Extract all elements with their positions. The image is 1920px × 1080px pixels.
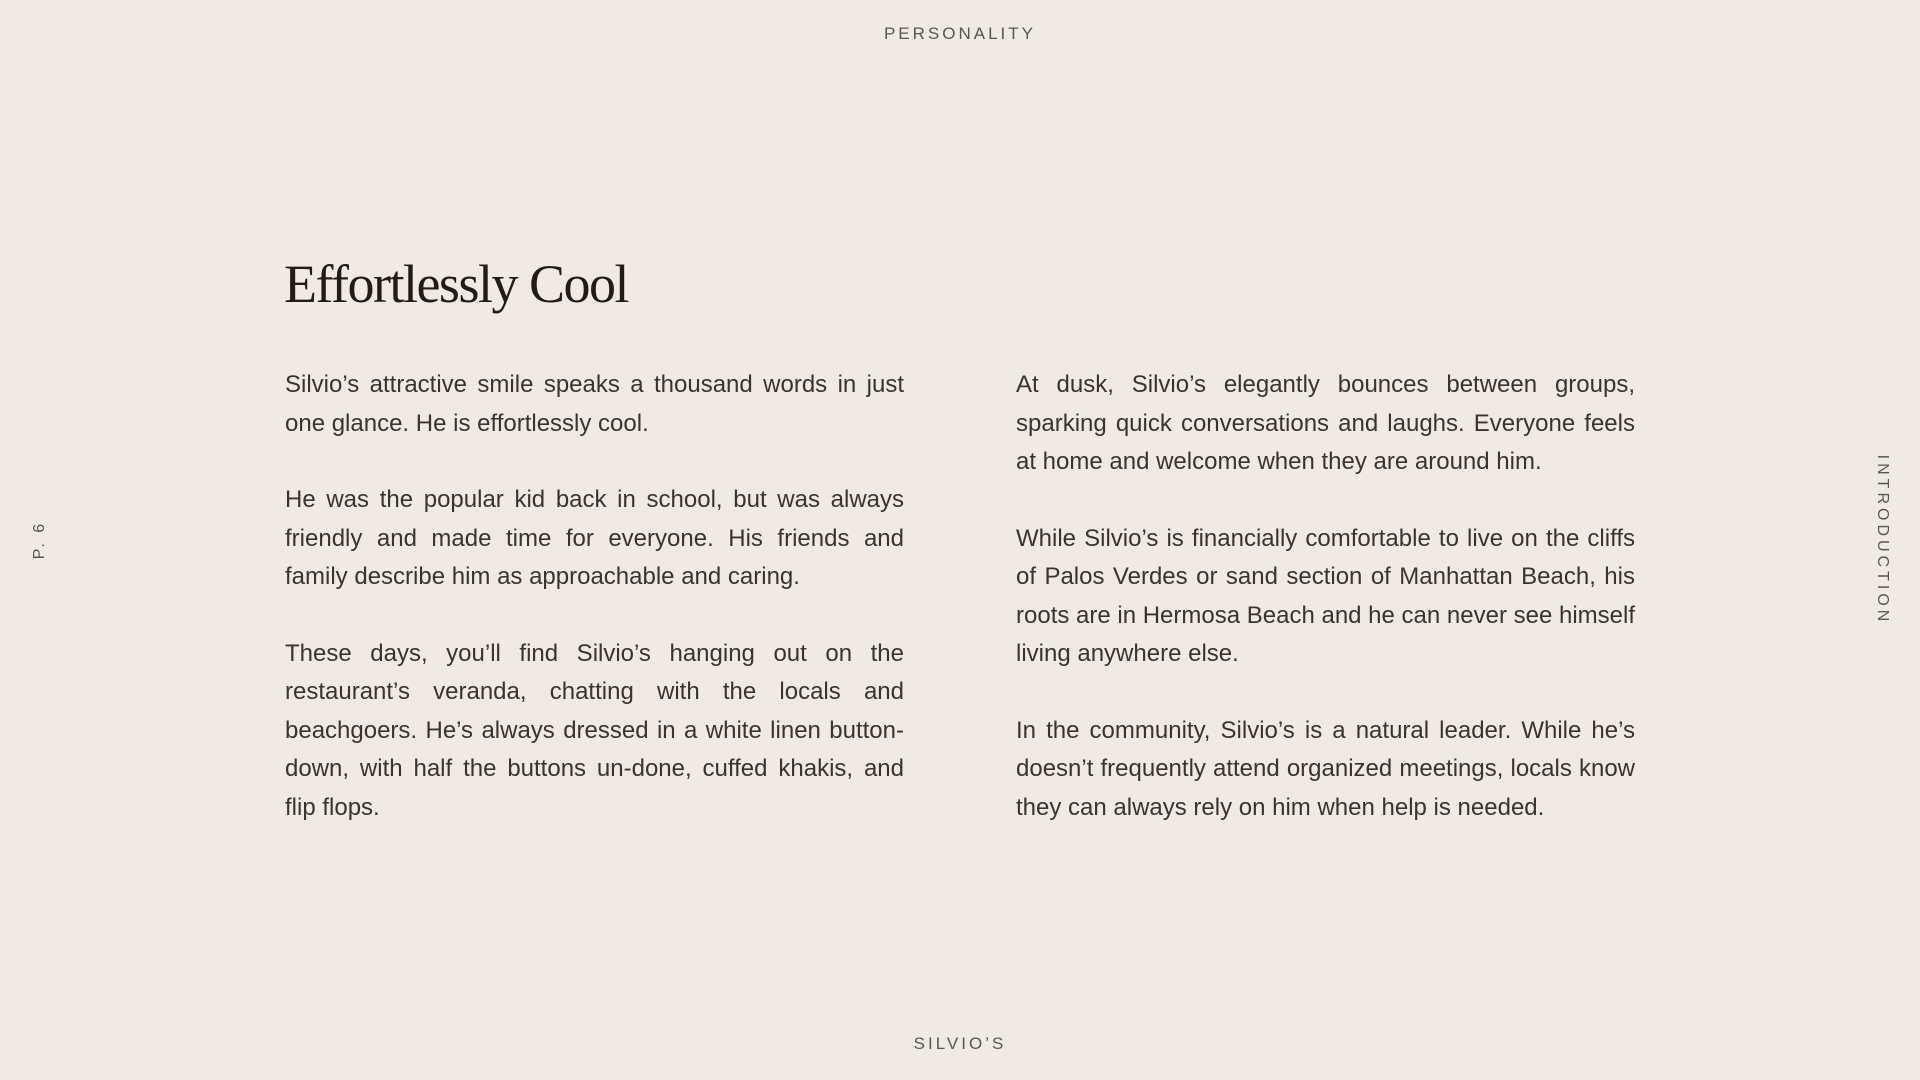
paragraph: These days, you’ll find Silvio’s hanging out on the restaurant’s veranda, chatting with the locals and beachgoers. He’s always dressed in a white linen button-down, with half the buttons un-done, cuffed khakis, and flip flops. xyxy=(285,639,904,821)
section-header: PERSONALITY xyxy=(883,24,1037,43)
left-column xyxy=(285,366,904,865)
paragraph: While Silvio’s is financially comfortable to live on the cliffs of Palos Verdes or sand section of Manhattan Beach, his roots are in Hermosa Beach and he can never see himself living anywhere else. xyxy=(1016,524,1635,667)
paragraph: Silvio’s attractive smile speaks a thousand words in just one glance. He is effortlessly cool. xyxy=(285,371,904,437)
paragraph: In the community, Silvio’s is a natural leader. While he’s doesn’t frequently attend organized meetings, locals know they can always rely on him when help is needed. xyxy=(1016,716,1635,821)
paragraph: At dusk, Silvio’s elegantly bounces between groups, sparking quick conversations and laughs. Everyone feels at home and welcome when they are around him. xyxy=(1016,371,1635,475)
paragraph: He was the popular kid back in school, but was always friendly and made time for everyone. His friends and family describe him as approachable and caring. xyxy=(285,486,904,590)
right-column xyxy=(1016,366,1635,865)
page-title: Effortlessly Cool xyxy=(284,254,628,314)
chapter-label: INTRODUCTION xyxy=(1874,454,1891,626)
brand-footer: SILVIO’S xyxy=(913,1034,1007,1053)
page-number: P. 6 xyxy=(31,520,48,560)
